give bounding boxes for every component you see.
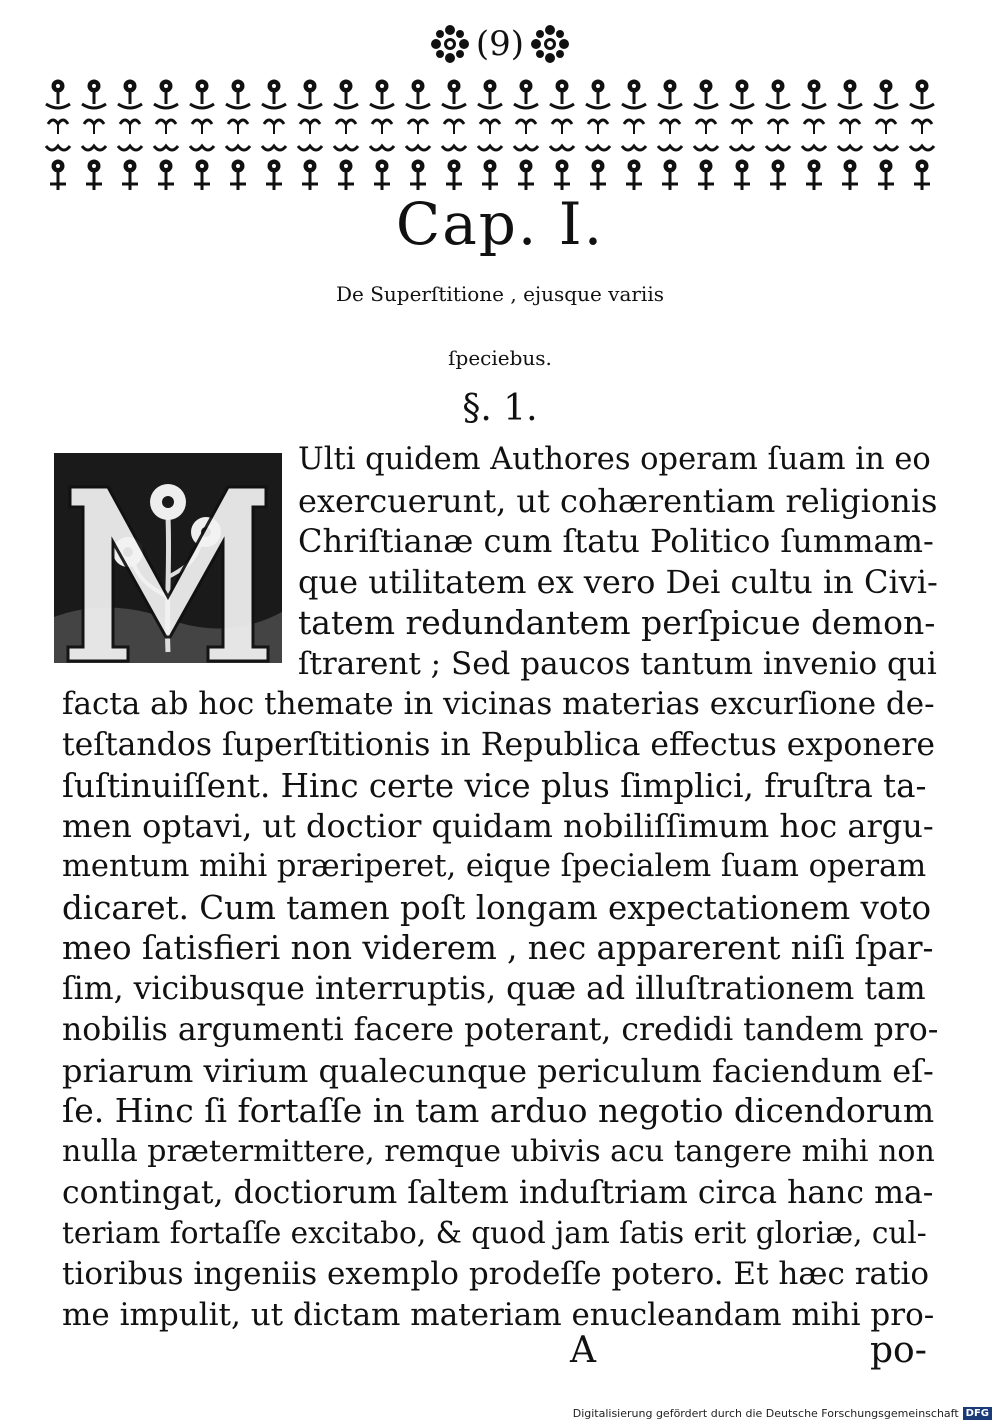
text-line: que utilitatem ex vero Dei cultu in Civi-: [298, 563, 938, 602]
rosette-ornament-icon: [530, 24, 570, 64]
text-line: men optavi, ut doctior quidam nobiliſſimum hoc argu-: [62, 807, 934, 846]
text-line: priarum virium qualecunque periculum faciendum eſ-: [62, 1051, 934, 1090]
text-line: Chriſtianæ cum ſtatu Politico ſummam-: [298, 522, 934, 561]
text-line: teſtandos ſuperſtitionis in Republica effectus exponere: [62, 726, 935, 763]
page-number: (9): [475, 24, 525, 64]
digitization-note: [573, 1407, 992, 1420]
text-line: dicaret. Cum tamen poſt longam expectationem voto: [62, 888, 932, 927]
signature-mark: A: [570, 1330, 596, 1371]
text-line: contingat, doctiorum ſaltem induſtriam circa hanc ma-: [62, 1174, 934, 1211]
text-line: facta ab hoc themate in vicinas materias excurſione de-: [62, 686, 935, 723]
text-line: ſe. Hinc ſi fortaſſe in tam arduo negotio dicendorum: [62, 1091, 935, 1131]
text-line: Ulti quidem Authores operam ſuam in eo: [298, 442, 931, 477]
dfg-logo: DFG: [963, 1407, 992, 1420]
text-line: mentum mihi præriperet, eique ſpecialem ſuam operam: [62, 849, 927, 884]
catchword: po-: [870, 1330, 927, 1371]
text-line: me impulit, ut dictam materiam enucleandam mihi pro-: [62, 1296, 935, 1333]
text-line: nobilis argumenti facere poterant, credidi tandem pro-: [62, 1011, 939, 1048]
text-line: teriam fortaſſe excitabo, & quod jam ſatis erit gloriæ, cul-: [62, 1216, 927, 1251]
text-line: ſuſtinuiſſent. Hinc certe vice plus ſimplici, fruſtra ta-: [62, 766, 927, 805]
rosette-ornament-icon: [430, 24, 470, 64]
section-mark: §. 1.: [462, 388, 538, 429]
ornamental-initial-M-icon: [48, 447, 288, 669]
text-line: nulla prætermittere, remque ubivis acu tangere mihi non: [62, 1133, 935, 1169]
text-line: exercuerunt, ut cohærentiam religionis: [298, 481, 938, 520]
text-line: tioribus ingeniis exemplo prodeſſe potero. Et hæc ratio: [62, 1256, 930, 1292]
chapter-title-line: De Superſtitione , ejusque variis: [335, 282, 664, 306]
chapter-title-line: ſpeciebus.: [448, 346, 552, 370]
chapter-title: [40, 262, 960, 390]
text-line: ſtrarent ; Sed paucos tantum invenio qui: [298, 645, 937, 682]
page-number-row: [0, 18, 1000, 70]
text-line: tatem redundantem perſpicue demon-: [298, 602, 936, 642]
text-line: ſim, vicibusque interruptis, quæ ad illuſtrationem tam: [62, 971, 926, 1008]
digitization-text: Digitalisierung gefördert durch die Deutsche Forschungsgemeinschaft: [572, 1407, 959, 1420]
chapter-heading: Cap. I.: [395, 190, 605, 258]
ornamental-band-icon: [40, 72, 940, 202]
text-line: meo ſatisfieri non viderem , nec apparerent niſi ſpar-: [62, 929, 934, 968]
